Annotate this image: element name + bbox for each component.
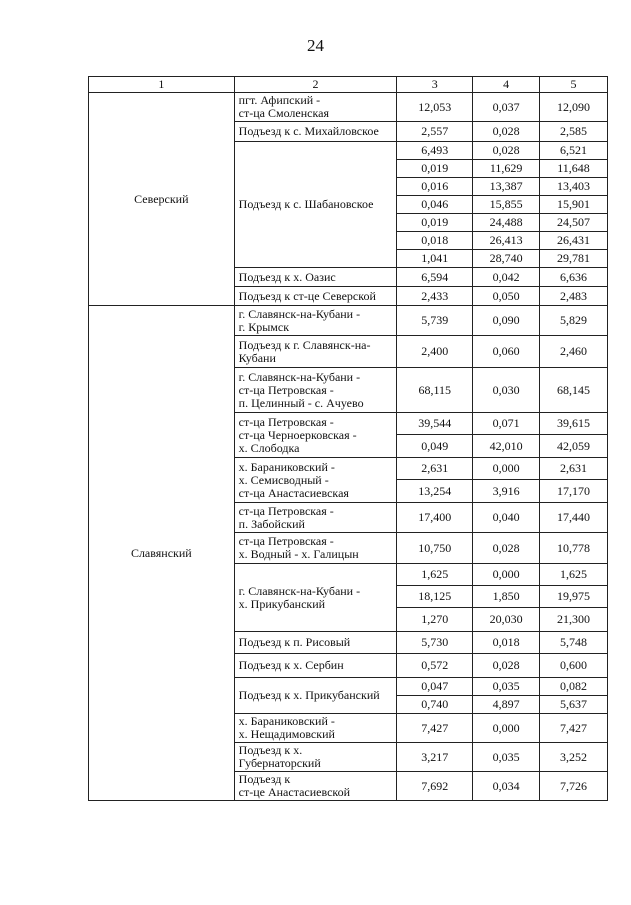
road-name-cell: х. Бараниковский - х. Нещадимовский — [234, 714, 397, 743]
start-km-cell: 3,217 — [397, 743, 473, 772]
length-km-cell: 42,010 — [473, 435, 540, 458]
table-row — [89, 306, 608, 336]
end-km-cell: 7,427 — [540, 714, 608, 743]
start-km-cell: 0,047 — [397, 678, 473, 696]
length-km-cell: 13,387 — [473, 178, 540, 196]
start-km-cell: 2,433 — [397, 287, 473, 306]
start-km-cell: 12,053 — [397, 93, 473, 122]
length-km-cell: 0,000 — [473, 564, 540, 586]
end-km-cell: 2,460 — [540, 336, 608, 368]
table-body — [89, 93, 608, 801]
header-row — [89, 77, 608, 93]
length-km-cell: 0,050 — [473, 287, 540, 306]
length-km-cell: 20,030 — [473, 608, 540, 632]
road-name-cell: Подъезд к ст-це Анастасиевской — [234, 772, 397, 801]
length-km-cell: 0,030 — [473, 368, 540, 413]
length-km-cell: 0,028 — [473, 122, 540, 142]
table-row — [89, 93, 608, 122]
end-km-cell: 6,521 — [540, 142, 608, 160]
road-name-cell: г. Славянск-на-Кубани - ст-ца Петровская - п. Целинный - с. Ачуево — [234, 368, 397, 413]
end-km-cell: 24,507 — [540, 214, 608, 232]
start-km-cell: 2,400 — [397, 336, 473, 368]
end-km-cell: 39,615 — [540, 413, 608, 435]
column-header: 2 — [234, 77, 397, 93]
end-km-cell: 0,082 — [540, 678, 608, 696]
end-km-cell: 13,403 — [540, 178, 608, 196]
start-km-cell: 7,427 — [397, 714, 473, 743]
column-header: 4 — [473, 77, 540, 93]
start-km-cell: 0,018 — [397, 232, 473, 250]
start-km-cell: 1,625 — [397, 564, 473, 586]
road-name-cell: х. Бараниковский - х. Семисводный - ст-ца Анастасиевская — [234, 458, 397, 503]
column-header: 1 — [89, 77, 235, 93]
region-cell: Славянский — [89, 306, 235, 801]
start-km-cell: 0,016 — [397, 178, 473, 196]
end-km-cell: 26,431 — [540, 232, 608, 250]
road-name-cell: ст-ца Петровская - п. Забойский — [234, 503, 397, 533]
length-km-cell: 0,035 — [473, 678, 540, 696]
start-km-cell: 0,019 — [397, 214, 473, 232]
length-km-cell: 0,042 — [473, 268, 540, 287]
length-km-cell: 11,629 — [473, 160, 540, 178]
start-km-cell: 6,594 — [397, 268, 473, 287]
start-km-cell: 0,046 — [397, 196, 473, 214]
end-km-cell: 7,726 — [540, 772, 608, 801]
road-table — [88, 76, 608, 801]
end-km-cell: 5,637 — [540, 696, 608, 714]
length-km-cell: 0,000 — [473, 458, 540, 480]
road-name-cell: Подъезд к х. Оазис — [234, 268, 397, 287]
start-km-cell: 0,049 — [397, 435, 473, 458]
end-km-cell: 2,585 — [540, 122, 608, 142]
start-km-cell: 5,730 — [397, 632, 473, 654]
length-km-cell: 4,897 — [473, 696, 540, 714]
start-km-cell: 39,544 — [397, 413, 473, 435]
length-km-cell: 0,028 — [473, 533, 540, 564]
end-km-cell: 21,300 — [540, 608, 608, 632]
start-km-cell: 2,557 — [397, 122, 473, 142]
region-cell: Северский — [89, 93, 235, 306]
column-header: 3 — [397, 77, 473, 93]
length-km-cell: 0,071 — [473, 413, 540, 435]
road-name-cell: Подъезд к с. Михайловское — [234, 122, 397, 142]
road-name-cell: Подъезд к х. Губернаторский — [234, 743, 397, 772]
end-km-cell: 68,145 — [540, 368, 608, 413]
length-km-cell: 0,018 — [473, 632, 540, 654]
length-km-cell: 0,028 — [473, 142, 540, 160]
length-km-cell: 1,850 — [473, 586, 540, 608]
length-km-cell: 3,916 — [473, 480, 540, 503]
road-name-cell: Подъезд к п. Рисовый — [234, 632, 397, 654]
road-name-cell: г. Славянск-на-Кубани - г. Крымск — [234, 306, 397, 336]
page-number: 24 — [307, 36, 324, 55]
start-km-cell: 17,400 — [397, 503, 473, 533]
end-km-cell: 6,636 — [540, 268, 608, 287]
length-km-cell: 0,090 — [473, 306, 540, 336]
road-name-cell: пгт. Афипский - ст-ца Смоленская — [234, 93, 397, 122]
end-km-cell: 12,090 — [540, 93, 608, 122]
start-km-cell: 7,692 — [397, 772, 473, 801]
column-header: 5 — [540, 77, 608, 93]
length-km-cell: 0,037 — [473, 93, 540, 122]
road-name-cell: ст-ца Петровская - х. Водный - х. Галицын — [234, 533, 397, 564]
length-km-cell: 0,034 — [473, 772, 540, 801]
road-name-cell: ст-ца Петровская - ст-ца Черноерковская - х. Слободка — [234, 413, 397, 458]
start-km-cell: 0,740 — [397, 696, 473, 714]
length-km-cell: 0,060 — [473, 336, 540, 368]
end-km-cell: 19,975 — [540, 586, 608, 608]
road-name-cell: Подъезд к х. Прикубанский — [234, 678, 397, 714]
start-km-cell: 6,493 — [397, 142, 473, 160]
end-km-cell: 10,778 — [540, 533, 608, 564]
road-name-cell: Подъезд к с. Шабановское — [234, 142, 397, 268]
start-km-cell: 1,270 — [397, 608, 473, 632]
start-km-cell: 0,019 — [397, 160, 473, 178]
start-km-cell: 1,041 — [397, 250, 473, 268]
length-km-cell: 0,040 — [473, 503, 540, 533]
length-km-cell: 28,740 — [473, 250, 540, 268]
start-km-cell: 5,739 — [397, 306, 473, 336]
end-km-cell: 5,748 — [540, 632, 608, 654]
end-km-cell: 2,483 — [540, 287, 608, 306]
end-km-cell: 11,648 — [540, 160, 608, 178]
start-km-cell: 0,572 — [397, 654, 473, 678]
end-km-cell: 17,170 — [540, 480, 608, 503]
start-km-cell: 68,115 — [397, 368, 473, 413]
end-km-cell: 3,252 — [540, 743, 608, 772]
start-km-cell: 18,125 — [397, 586, 473, 608]
length-km-cell: 26,413 — [473, 232, 540, 250]
start-km-cell: 13,254 — [397, 480, 473, 503]
road-name-cell: Подъезд к ст-це Северской — [234, 287, 397, 306]
road-name-cell: г. Славянск-на-Кубани - х. Прикубанский — [234, 564, 397, 632]
end-km-cell: 5,829 — [540, 306, 608, 336]
road-name-cell: Подъезд к х. Сербин — [234, 654, 397, 678]
end-km-cell: 2,631 — [540, 458, 608, 480]
end-km-cell: 1,625 — [540, 564, 608, 586]
length-km-cell: 0,028 — [473, 654, 540, 678]
end-km-cell: 42,059 — [540, 435, 608, 458]
end-km-cell: 29,781 — [540, 250, 608, 268]
length-km-cell: 0,035 — [473, 743, 540, 772]
end-km-cell: 0,600 — [540, 654, 608, 678]
road-name-cell: Подъезд к г. Славянск-на- Кубани — [234, 336, 397, 368]
start-km-cell: 2,631 — [397, 458, 473, 480]
length-km-cell: 24,488 — [473, 214, 540, 232]
length-km-cell: 0,000 — [473, 714, 540, 743]
length-km-cell: 15,855 — [473, 196, 540, 214]
end-km-cell: 17,440 — [540, 503, 608, 533]
start-km-cell: 10,750 — [397, 533, 473, 564]
end-km-cell: 15,901 — [540, 196, 608, 214]
